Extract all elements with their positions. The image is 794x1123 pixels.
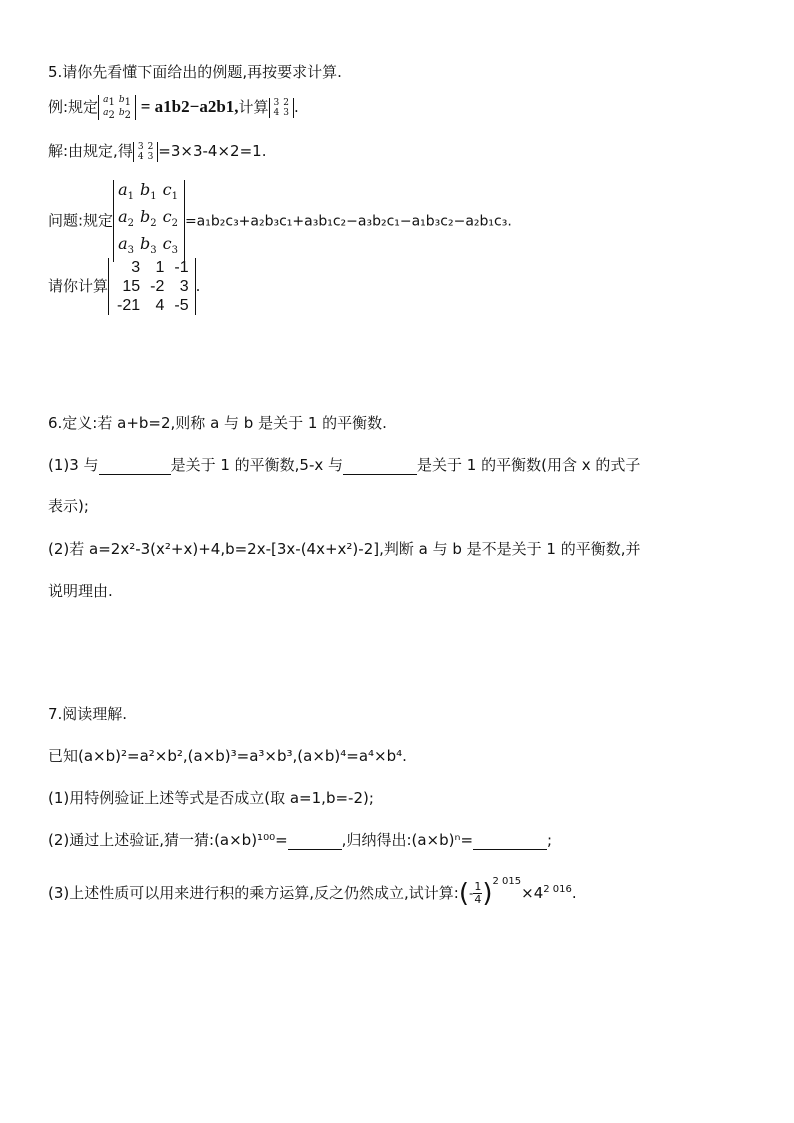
- example-end: .: [294, 98, 299, 116]
- q1-text-b: 是关于 1 的平衡数,5-x 与: [170, 456, 344, 474]
- det-cell: $a_2$: [118, 207, 134, 230]
- denominator: 4: [474, 893, 482, 906]
- det-cell: 3: [283, 107, 290, 118]
- det-cell: $c_3$: [162, 234, 178, 257]
- det-cell: 4: [155, 297, 165, 314]
- det-cell: 3: [273, 97, 280, 108]
- problem-7-q1: (1)用特例验证上述等式是否成立(取 a=1,b=-2);: [48, 789, 374, 807]
- example-calc-prefix: 计算: [238, 98, 269, 116]
- calc-determinant: [108, 258, 196, 315]
- answer-blank[interactable]: [343, 458, 417, 475]
- det-cell: $a_2$: [103, 107, 115, 121]
- problem-6-q2: (2)若 a=2x²-3(x²+x)+4,b=2x-[3x-(4x+x²)-2],判断 a 与 b 是不是关于 1 的平衡数,并: [48, 540, 641, 558]
- example-determinant: [269, 98, 294, 118]
- problem-5-title: 5.请你先看懂下面给出的例题,再按要求计算.: [48, 63, 342, 81]
- problem-5-calc: [48, 254, 200, 318]
- example-prefix: 例:规定: [48, 98, 99, 116]
- q3-end: .: [571, 884, 577, 902]
- problem-determinant: [113, 180, 185, 262]
- det-cell: $a_1$: [118, 180, 134, 203]
- det-cell: 3: [131, 259, 141, 276]
- det-cell: -2: [150, 278, 165, 295]
- times-four: ×4: [521, 884, 544, 902]
- det-cell: $b_3$: [139, 234, 157, 257]
- left-paren: (: [458, 878, 469, 909]
- det-cell: -5: [174, 297, 189, 314]
- problem-5-problem: [48, 180, 512, 262]
- problem-6-q1-cont: 表示);: [48, 497, 89, 515]
- det-cell: 15: [122, 278, 141, 295]
- det-cell: 3: [137, 141, 144, 152]
- det-cell: $c_1$: [162, 180, 178, 203]
- problem-5-example: [48, 92, 299, 122]
- problem-formula: =a₁b₂c₃+a₂b₃c₁+a₃b₁c₂−a₃b₂c₁−a₁b₃c₂−a₂b₁c₃.: [184, 213, 512, 230]
- det-cell: 1: [155, 259, 165, 276]
- q2-text-c: ;: [547, 831, 553, 849]
- problem-6-q2-cont: 说明理由.: [48, 582, 113, 600]
- minus-sign: -: [469, 886, 474, 901]
- problem-7-title: 7.阅读理解.: [48, 705, 128, 723]
- det-cell: -21: [117, 297, 141, 314]
- q2-text-b: ,归纳得出:(a×b)ⁿ=: [341, 831, 474, 849]
- det-cell: $a_3$: [118, 234, 134, 257]
- det-cell: $b_2$: [118, 107, 131, 121]
- answer-blank[interactable]: [473, 833, 547, 850]
- det-cell: 4: [273, 107, 280, 118]
- det-cell: $c_2$: [162, 207, 178, 230]
- example-equation: = a1b2−a2b1,: [140, 97, 239, 116]
- problem-6-title: 6.定义:若 a+b=2,则称 a 与 b 是关于 1 的平衡数.: [48, 414, 387, 432]
- fraction: [473, 881, 482, 906]
- q1-text-c: 是关于 1 的平衡数(用含 x 的式子: [417, 456, 641, 474]
- calc-prefix: 请你计算: [48, 277, 109, 295]
- solution-determinant: [133, 142, 158, 162]
- problem-prefix: 问题:规定: [48, 211, 114, 230]
- calc-end: .: [195, 277, 201, 295]
- det-cell: 3: [147, 151, 154, 162]
- q2-text-a: (2)通过上述验证,猜一猜:(a×b)¹⁰⁰=: [48, 831, 288, 849]
- answer-blank[interactable]: [99, 458, 171, 475]
- problem-6-q1: [48, 455, 640, 475]
- q3-text: (3)上述性质可以用来进行积的乘方运算,反之仍然成立,试计算:: [48, 884, 459, 902]
- problem-7-q3: [48, 862, 577, 914]
- right-paren: ): [482, 878, 493, 909]
- problem-5-solution: [48, 136, 266, 166]
- det-cell: $b_1$: [118, 94, 131, 108]
- numerator: 1: [474, 880, 482, 893]
- exponent: 2 015: [492, 876, 522, 887]
- solution-prefix: 解:由规定,得: [48, 142, 133, 160]
- exponent: 2 016: [543, 884, 572, 895]
- det-cell: $a_1$: [103, 94, 115, 108]
- det-cell: 4: [137, 151, 144, 162]
- q1-text-a: (1)3 与: [48, 456, 99, 474]
- det-cell: $b_1$: [139, 180, 157, 203]
- problem-7-given: 已知(a×b)²=a²×b²,(a×b)³=a³×b³,(a×b)⁴=a⁴×b⁴.: [48, 747, 407, 765]
- solution-result: =3×3-4×2=1.: [158, 142, 267, 160]
- det-cell: 2: [283, 97, 290, 108]
- det-cell: 2: [147, 141, 154, 152]
- definition-determinant: [98, 95, 136, 121]
- det-cell: 3: [179, 278, 189, 295]
- det-cell: -1: [174, 259, 189, 276]
- answer-blank[interactable]: [288, 833, 342, 850]
- problem-7-q2: [48, 830, 552, 850]
- det-cell: $b_2$: [139, 207, 157, 230]
